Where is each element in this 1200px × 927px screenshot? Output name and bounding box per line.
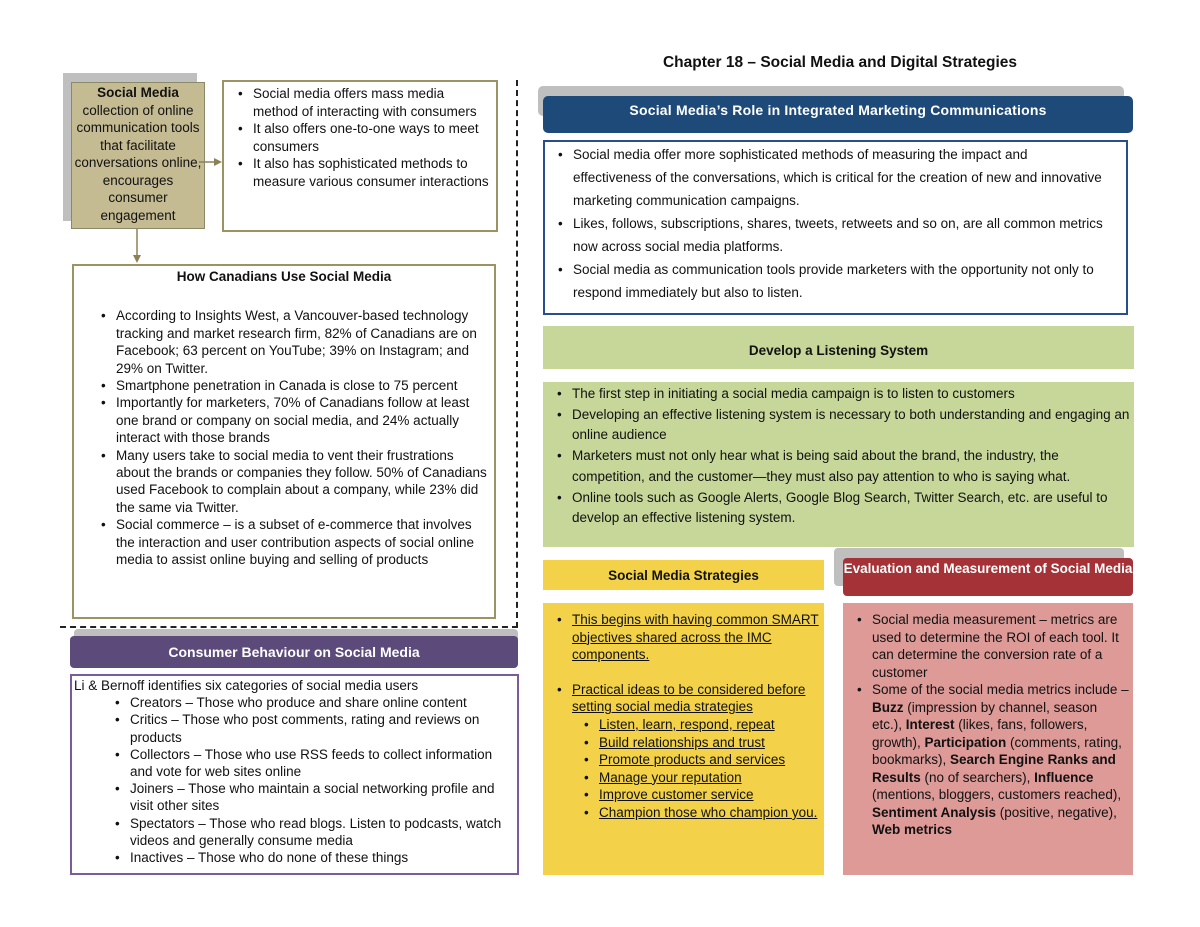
arrow-right-head [214, 158, 222, 166]
metric-interest-desc: (likes, fans, followers, growth), [872, 717, 1088, 750]
strategy-item: • Practical ideas to be considered before setting social media strategies [572, 681, 822, 716]
strategies-header: Social Media Strategies [543, 560, 824, 590]
strategy-sub-item: • Improve customer service [599, 786, 822, 804]
how-canadians-item: • Social commerce – is a subset of e-commerce that involves the interaction and user contribution aspects of social online media to assist online buying and selling of products [116, 516, 488, 568]
listening-item: • Online tools such as Google Alerts, Google Blog Search, Twitter Search, etc. are useful to develop an effective listening system. [572, 488, 1132, 529]
strategy-sub-item: • Champion those who champion you. [599, 804, 822, 822]
metric-participation: Participation [924, 734, 1007, 750]
metric-search: Search Engine Ranks and Results [872, 752, 1116, 785]
spacer [572, 664, 822, 681]
definition-text: collection of online communication tools that facilitate conversations online, encourages consumer engagement [74, 102, 202, 223]
chapter-title: Chapter 18 – Social Media and Digital Strategies [662, 54, 1018, 71]
strategy-sub-item: • Listen, learn, respond, repeat [599, 716, 822, 734]
consumer-behaviour-box [70, 674, 519, 875]
consumer-category-item: • Joiners – Those who maintain a social networking profile and visit other sites [130, 780, 513, 814]
feature-item: • It also has sophisticated methods to measure various consumer interactions [253, 155, 492, 190]
metrics-intro: Some of the social media metrics include – [872, 682, 1129, 697]
imc-role-item: • Social media as communication tools provide marketers with the opportunity not only to respond immediately but also to listen. [573, 258, 1108, 304]
how-canadians-item: • Smartphone penetration in Canada is close to 75 percent [116, 377, 488, 394]
consumer-category-item: • Creators – Those who produce and share online content [130, 694, 513, 711]
listening-item: • Developing an effective listening system is necessary to both understanding and engaging an online audience [572, 405, 1132, 446]
consumer-category-item: • Inactives – Those who do none of these things [130, 849, 513, 866]
horizontal-divider [60, 626, 518, 628]
metric-influence: Influence [1034, 769, 1094, 785]
metric-sentiment: Sentiment Analysis [872, 804, 997, 820]
imc-role-box [543, 140, 1128, 315]
arrow-down-head [133, 255, 141, 263]
feature-item: • Social media offers mass media method of interacting with consumers [253, 85, 492, 120]
how-canadians-item: • According to Insights West, a Vancouver-based technology tracking and market research firm, 82% of Canadians are on Facebook; 63 percent on YouTube; 39% on Instagram; and 29% on Twitter. [116, 307, 488, 377]
consumer-category-item: • Collectors – Those who use RSS feeds to collect information and vote for web sites online [130, 746, 513, 780]
metric-sentiment-desc: (positive, negative), [996, 804, 1117, 820]
metric-buzz: Buzz [872, 699, 904, 715]
how-canadians-item: • Importantly for marketers, 70% of Canadians follow at least one brand or company on social media, and 24% actually interact with those brands [116, 394, 488, 446]
listening-item: • The first step in initiating a social media campaign is to listen to customers [572, 384, 1132, 405]
consumer-category-item: • Critics – Those who post comments, rating and reviews on products [130, 711, 513, 745]
metric-interest: Interest [905, 717, 955, 732]
listening-item: • Marketers must not only hear what is being said about the brand, the industry, the competition, and the customer—they must also pay attention to who is saying what. [572, 446, 1132, 487]
consumer-behaviour-intro: Li & Bernoff identifies six categories of social media users [74, 678, 419, 693]
listening-header: Develop a Listening System [543, 326, 1134, 369]
how-canadians-title: How Canadians Use Social Media [176, 269, 392, 284]
strategy-item: • This begins with having common SMART objectives shared across the IMC components. [572, 611, 822, 664]
vertical-divider [516, 80, 518, 628]
evaluation-metrics-item [872, 681, 1129, 839]
evaluation-item: • Social media measurement – metrics are used to determine the ROI of each tool. It can determine the conversion rate of a customer [872, 611, 1129, 681]
how-canadians-box [72, 264, 496, 619]
strategy-sub-item: • Manage your reputation [599, 769, 822, 787]
strategy-sub-item: • Promote products and services [599, 751, 822, 769]
metric-participation-desc: (comments, rating, bookmarks), [872, 734, 1122, 767]
consumer-behaviour-header: Consumer Behaviour on Social Media [70, 636, 518, 668]
features-box [222, 80, 498, 232]
evaluation-header: Evaluation and Measurement of Social Media [843, 558, 1133, 596]
evaluation-box [843, 603, 1133, 875]
definition-title: Social Media [97, 85, 179, 100]
metric-influence-desc: (mentions, bloggers, customers reached), [872, 787, 1122, 802]
imc-role-header: Social Media’s Role in Integrated Marketing Communications [543, 96, 1133, 133]
imc-role-item: • Likes, follows, subscriptions, shares, tweets, retweets and so on, are all common metrics now across social media platforms. [573, 212, 1108, 258]
metric-search-desc: (no of searchers), [920, 769, 1035, 785]
consumer-category-item: • Spectators – Those who read blogs. Listen to podcasts, watch videos and generally consume media [130, 815, 513, 849]
feature-item: • It also offers one-to-one ways to meet consumers [253, 120, 492, 155]
listening-box [543, 382, 1134, 547]
metric-web: Web metrics [872, 822, 953, 837]
strategy-sub-item: • Build relationships and trust [599, 734, 822, 752]
how-canadians-item: • Many users take to social media to vent their frustrations about the brands or companies they follow. 50% of Canadians used Facebook to complain about a company, while 23% did the same via Twitter. [116, 447, 488, 517]
strategies-box [543, 603, 824, 875]
metric-buzz-desc: (impression by channel, season etc.), [872, 699, 1098, 732]
imc-role-item: • Social media offer more sophisticated methods of measuring the impact and effectiveness of the conversations, which is critical for the creation of new and innovative marketing communication campaigns. [573, 143, 1108, 212]
